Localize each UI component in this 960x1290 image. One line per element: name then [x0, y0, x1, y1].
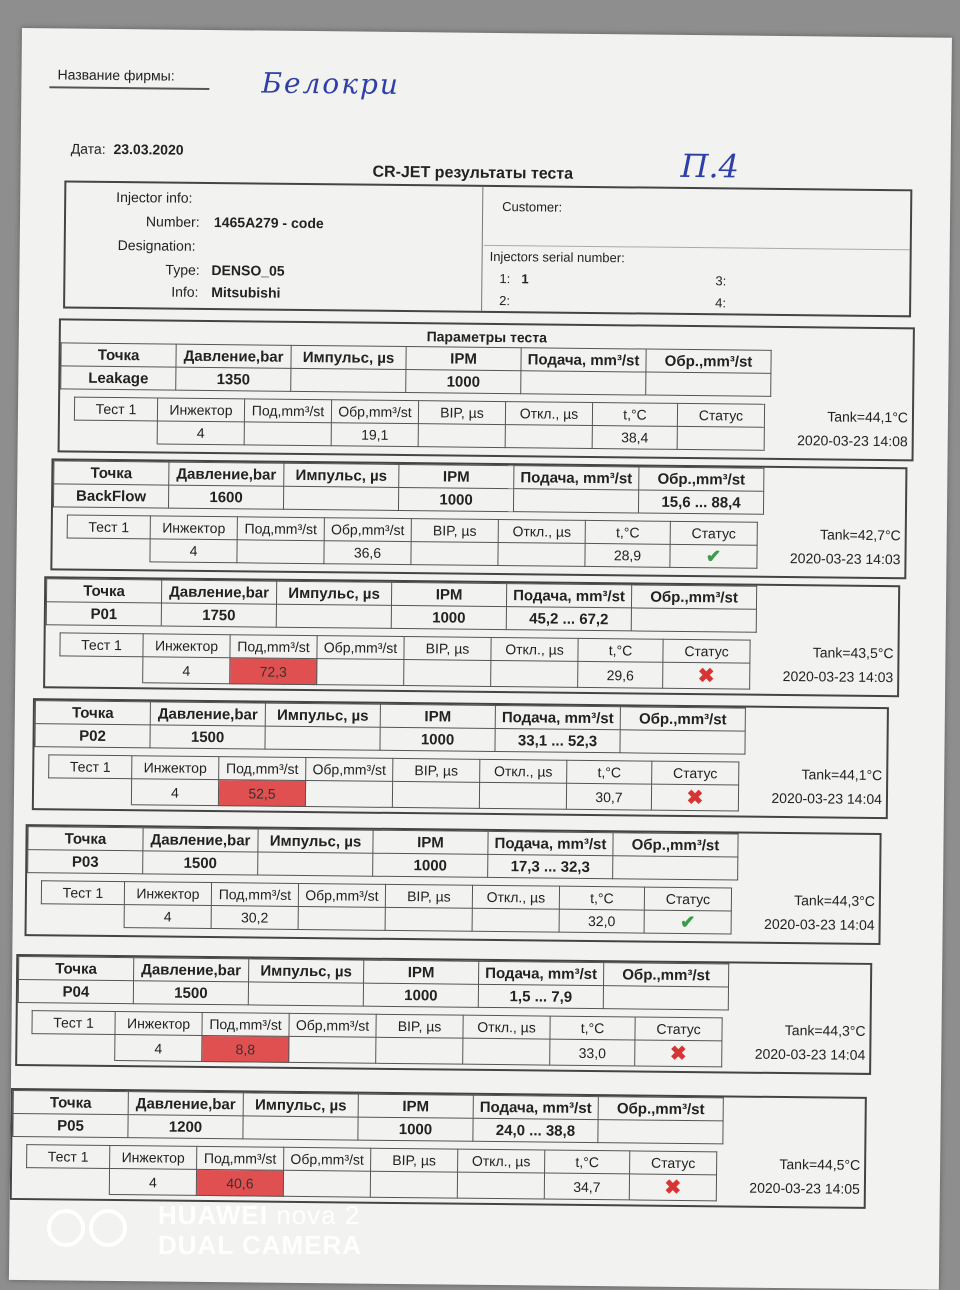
watermark-model: nova 2 [276, 1200, 361, 1230]
result-injector: 4 [150, 539, 237, 563]
column-header-pressure: Давление,bar [161, 580, 276, 604]
injector-info-box [63, 180, 912, 317]
result-delivery [244, 422, 331, 446]
result-bip [404, 660, 491, 687]
result-bip [411, 542, 498, 566]
result-temp: 33,0 [550, 1039, 635, 1066]
column-header-delivery: Подача, mm³/st [506, 584, 631, 608]
test-point-box [58, 318, 915, 461]
sub-header-temp: t,°C [578, 638, 663, 662]
column-header-point: Точка [19, 957, 134, 981]
point-value-delivery-range: 45,2 ... 67,2 [506, 607, 631, 631]
watermark-dual-camera: DUAL CAMERA [158, 1230, 363, 1260]
result-injector: 4 [124, 905, 211, 929]
tank-temperature: Tank=42,7°C [819, 526, 901, 544]
column-header-pressure: Давление,bar [169, 462, 284, 486]
sub-header-temp: t,°C [585, 520, 670, 544]
sub-header-deviation: Откл., µs [472, 885, 559, 909]
point-value-pressure: 1750 [161, 603, 276, 627]
test-results-table [31, 1010, 722, 1067]
point-value-delivery-range: 1,5 ... 7,9 [478, 984, 603, 1008]
result-temp: 29,6 [578, 661, 663, 688]
column-header-backflow: Обр.,mm³/st [620, 707, 745, 731]
result-injector: 4 [115, 1035, 202, 1062]
company-underline [49, 86, 209, 90]
column-header-impulse: Импульс, µs [276, 581, 391, 605]
result-empty [32, 1034, 115, 1061]
result-deviation [479, 782, 566, 809]
column-header-pressure: Давление,bar [134, 958, 249, 982]
sub-header-injector: Инжектор [115, 1012, 202, 1036]
point-value-ipm: 1000 [406, 370, 521, 394]
sub-header-injector: Инжектор [150, 516, 237, 540]
column-header-backflow: Обр.,mm³/st [646, 349, 771, 373]
sub-header-backflow: Обр,mm³/st [289, 1013, 376, 1037]
column-header-ipm: IPM [364, 960, 479, 984]
test-point-box [15, 954, 872, 1075]
column-header-point: Точка [54, 461, 169, 485]
sub-header-delivery: Под,mm³/st [211, 883, 298, 907]
result-backflow [317, 659, 404, 686]
info-value: Mitsubishi [211, 283, 281, 301]
sub-header-deviation: Откл., µs [505, 402, 592, 426]
watermark-brand-line [158, 1200, 360, 1231]
sub-header-temp: t,°C [567, 760, 652, 784]
result-temp: 32,0 [559, 909, 644, 933]
point-value-pressure: 1350 [176, 367, 291, 391]
column-header-ipm: IPM [391, 582, 506, 606]
point-value-ipm: 1000 [363, 983, 478, 1007]
test-timestamp: 2020-03-23 14:04 [754, 1045, 866, 1063]
sub-header-temp: t,°C [559, 886, 644, 910]
serial-4-label: 4: [715, 295, 727, 311]
number-label: Number: [145, 213, 200, 230]
test-timestamp: 2020-03-23 14:03 [789, 550, 901, 568]
point-value-name: P02 [35, 724, 150, 748]
column-header-point: Точка [35, 701, 150, 725]
test-results-table [41, 880, 732, 934]
sub-header-delivery: Под,mm³/st [237, 517, 324, 541]
watermark-brand: HUAWEI [158, 1200, 268, 1230]
column-header-impulse: Импульс, µs [284, 463, 399, 487]
column-header-ipm: IPM [373, 830, 488, 854]
result-delivery: 40,6 [196, 1169, 283, 1196]
result-injector: 4 [143, 657, 230, 684]
result-bip [392, 781, 479, 808]
point-value-backflow-range: 15,6 ... 88,4 [638, 490, 763, 514]
tank-temperature: Tank=44,5°C [779, 1155, 861, 1173]
point-value-backflow-range [646, 372, 771, 396]
result-status [644, 910, 731, 934]
status-fail-icon: ✖ [664, 1176, 682, 1199]
result-backflow [283, 1170, 370, 1197]
result-bip [418, 424, 505, 448]
sub-header-bip: BIP, µs [371, 1148, 458, 1172]
result-temp: 28,9 [585, 543, 670, 567]
sub-header-deviation: Откл., µs [491, 637, 578, 661]
status-fail-icon: ✖ [686, 787, 704, 810]
sub-header-injector: Инжектор [132, 756, 219, 780]
column-header-point: Точка [13, 1090, 128, 1114]
sub-header-bip: BIP, µs [393, 758, 480, 782]
sub-header-bip: BIP, µs [385, 884, 472, 908]
result-injector: 4 [131, 779, 218, 806]
tank-temperature: Tank=44,3°C [794, 892, 875, 909]
point-parameters-table [53, 460, 764, 514]
point-value-pressure: 1500 [143, 851, 258, 875]
test-point-box [50, 458, 907, 579]
column-header-delivery: Подача, mm³/st [488, 831, 613, 855]
column-header-impulse: Импульс, µs [249, 959, 364, 983]
status-fail-icon: ✖ [669, 1042, 687, 1066]
status-ok-icon: ✔ [680, 911, 696, 932]
result-empty [60, 656, 143, 683]
point-value-impulse [243, 1116, 358, 1140]
sub-header-backflow: Обр,mm³/st [298, 883, 385, 907]
sub-header-test: Тест 1 [41, 881, 124, 905]
column-header-delivery: Подача, mm³/st [514, 466, 639, 490]
page-title: CR-JET результаты теста [372, 163, 574, 183]
test-report-sheet [9, 28, 952, 1290]
column-header-backflow: Обр.,mm³/st [598, 1097, 723, 1121]
result-status [651, 784, 738, 811]
test-timestamp: 2020-03-23 14:04 [771, 789, 883, 808]
status-fail-icon: ✖ [697, 665, 715, 688]
result-deviation [463, 1038, 550, 1065]
point-parameters-table [18, 956, 729, 1010]
sub-header-delivery: Под,mm³/st [219, 757, 306, 781]
column-header-backflow: Обр.,mm³/st [639, 467, 764, 491]
column-header-point: Точка [28, 827, 143, 851]
test-results-table [59, 632, 750, 689]
column-header-impulse: Импульс, µs [291, 345, 406, 369]
column-header-point: Точка [61, 343, 176, 367]
sub-header-backflow: Обр,mm³/st [284, 1147, 371, 1171]
number-value: 1465A279 - code [213, 214, 324, 232]
column-header-impulse: Импульс, µs [258, 829, 373, 853]
sub-header-backflow: Обр,mm³/st [306, 758, 393, 782]
point-value-pressure: 1500 [150, 725, 265, 749]
date-value: 23.03.2020 [113, 140, 184, 158]
point-value-delivery-range [513, 489, 638, 513]
sub-header-test: Тест 1 [67, 515, 150, 539]
column-header-impulse: Импульс, µs [243, 1093, 358, 1117]
injector-info-panel [65, 182, 483, 310]
point-value-impulse [276, 604, 391, 628]
result-empty [41, 904, 124, 928]
result-delivery: 52,5 [218, 780, 305, 807]
result-deviation [505, 425, 592, 449]
result-backflow [305, 781, 392, 808]
sub-header-deviation: Откл., µs [463, 1015, 550, 1039]
test-results-table [48, 754, 739, 811]
point-value-pressure: 1200 [128, 1115, 243, 1139]
result-backflow [289, 1036, 376, 1063]
test-params-title: Параметры теста [426, 328, 548, 346]
point-parameters-table [46, 578, 757, 632]
sub-header-bip: BIP, µs [411, 519, 498, 543]
serial-1-label: 1: [499, 271, 511, 287]
point-value-backflow-range [598, 1120, 723, 1144]
result-backflow: 19,1 [331, 423, 418, 447]
sub-header-deviation: Откл., µs [498, 520, 585, 544]
point-value-backflow-range [631, 608, 756, 632]
column-header-point: Точка [46, 579, 161, 603]
point-value-impulse [258, 852, 373, 876]
result-empty [48, 778, 131, 805]
point-value-ipm: 1000 [373, 853, 488, 877]
company-label: Название фирмы: [57, 66, 175, 84]
sub-header-injector: Инжектор [157, 398, 244, 422]
point-value-delivery-range: 17,3 ... 32,3 [488, 854, 613, 878]
column-header-delivery: Подача, mm³/st [479, 961, 604, 985]
column-header-impulse: Импульс, µs [265, 703, 380, 727]
point-value-name: P03 [28, 850, 143, 874]
sub-header-test: Тест 1 [32, 1011, 115, 1035]
designation-label: Designation: [117, 237, 196, 254]
point-value-name: P01 [46, 602, 161, 626]
result-deviation [472, 908, 559, 932]
test-timestamp: 2020-03-23 14:05 [749, 1179, 860, 1197]
sub-header-deviation: Откл., µs [458, 1149, 545, 1173]
sub-header-injector: Инжектор [110, 1145, 197, 1169]
result-bip [385, 907, 472, 931]
result-status [635, 1040, 722, 1067]
column-header-ipm: IPM [358, 1094, 473, 1118]
sub-header-delivery: Под,mm³/st [197, 1146, 284, 1170]
result-delivery [237, 540, 324, 564]
point-value-ipm: 1000 [380, 727, 495, 751]
injector-info-label: Injector info: [116, 188, 193, 206]
serial-1-value: 1 [521, 271, 529, 287]
sub-header-test: Тест 1 [74, 397, 157, 421]
tank-temperature: Tank=44,3°C [784, 1022, 866, 1039]
handwritten-company-name: Белокри [261, 66, 401, 101]
sub-header-delivery: Под,mm³/st [230, 635, 317, 659]
point-value-backflow-range [603, 986, 728, 1010]
test-timestamp: 2020-03-23 14:08 [797, 432, 908, 450]
status-ok-icon: ✔ [705, 545, 722, 566]
result-backflow: 36,6 [324, 541, 411, 565]
point-value-name: BackFlow [53, 484, 168, 508]
result-delivery: 72,3 [230, 658, 317, 685]
point-value-pressure: 1500 [133, 981, 248, 1005]
sub-header-injector: Инжектор [143, 634, 230, 658]
column-header-delivery: Подача, mm³/st [495, 705, 620, 729]
sub-header-injector: Инжектор [124, 882, 211, 906]
sub-header-bip: BIP, µs [418, 401, 505, 425]
result-bip [370, 1171, 457, 1198]
result-temp: 30,7 [566, 783, 651, 810]
column-header-backflow: Обр.,mm³/st [631, 585, 756, 609]
column-header-ipm: IPM [399, 464, 514, 488]
result-empty [74, 420, 157, 444]
test-results-table [66, 514, 757, 568]
column-header-pressure: Давление,bar [176, 344, 291, 368]
tank-temperature: Tank=43,5°C [812, 644, 894, 662]
result-deviation [491, 660, 578, 687]
sub-header-backflow: Обр,mm³/st [317, 636, 404, 660]
point-value-ipm: 1000 [398, 487, 513, 511]
test-results-table [74, 397, 765, 451]
tank-temperature: Tank=44,1°C [801, 766, 883, 784]
sub-header-status: Статус [663, 639, 750, 663]
point-value-backflow-range [613, 856, 738, 880]
point-value-pressure: 1600 [168, 485, 283, 509]
column-header-backflow: Обр.,mm³/st [613, 833, 738, 857]
customer-panel [483, 187, 910, 315]
point-value-backflow-range [620, 730, 745, 754]
result-temp: 34,7 [544, 1173, 629, 1200]
point-value-impulse [248, 982, 363, 1006]
test-point-box [43, 576, 900, 697]
point-parameters-table [12, 1090, 723, 1144]
sub-header-test: Тест 1 [60, 633, 143, 657]
camera-logo-icon [46, 1208, 130, 1248]
result-empty [67, 538, 150, 562]
point-value-ipm: 1000 [391, 605, 506, 629]
result-delivery: 30,2 [211, 906, 298, 930]
serial-label: Injectors serial number: [489, 248, 625, 266]
sub-header-status: Статус [630, 1151, 717, 1175]
sub-header-delivery: Под,mm³/st [244, 399, 331, 423]
point-value-delivery-range: 33,1 ... 52,3 [495, 728, 620, 752]
point-parameters-table [27, 826, 738, 880]
date-label: Дата: [70, 140, 106, 157]
column-header-delivery: Подача, mm³/st [473, 1095, 598, 1119]
column-header-pressure: Давление,bar [150, 702, 265, 726]
sub-header-bip: BIP, µs [376, 1014, 463, 1038]
sub-header-test: Тест 1 [49, 755, 132, 779]
result-injector: 4 [157, 421, 244, 445]
sub-header-status: Статус [652, 761, 739, 785]
serial-2-label: 2: [499, 293, 511, 309]
info-label: Info: [171, 283, 199, 300]
result-bip [376, 1037, 463, 1064]
test-point-box [32, 698, 889, 819]
sub-header-status: Статус [635, 1017, 722, 1041]
test-point-box [10, 1088, 867, 1209]
sub-header-status: Статус [644, 887, 731, 911]
point-value-delivery-range [521, 371, 646, 395]
point-value-name: Leakage [61, 366, 176, 390]
result-status [629, 1174, 716, 1201]
type-value: DENSO_05 [211, 261, 285, 279]
column-header-delivery: Подача, mm³/st [521, 348, 646, 372]
column-header-backflow: Обр.,mm³/st [604, 963, 729, 987]
sub-header-status: Статус [677, 403, 764, 427]
column-header-pressure: Давление,bar [143, 828, 258, 852]
result-injector: 4 [109, 1168, 196, 1195]
result-empty [26, 1168, 109, 1195]
sub-header-temp: t,°C [550, 1016, 635, 1040]
point-parameters-table [60, 342, 771, 396]
test-results-table [26, 1144, 717, 1201]
result-deviation [457, 1172, 544, 1199]
test-point-box [24, 824, 881, 945]
point-value-delivery-range: 24,0 ... 38,8 [473, 1118, 598, 1142]
result-backflow [298, 906, 385, 930]
type-label: Type: [165, 261, 200, 278]
date-line [71, 141, 184, 158]
result-status [670, 544, 757, 568]
point-value-impulse [283, 486, 398, 510]
sub-header-backflow: Обр,mm³/st [331, 400, 418, 424]
sub-header-temp: t,°C [592, 402, 677, 426]
sub-header-test: Тест 1 [27, 1145, 110, 1169]
column-header-pressure: Давление,bar [128, 1092, 243, 1116]
result-temp: 38,4 [592, 425, 677, 449]
result-deviation [498, 543, 585, 567]
sub-header-delivery: Под,mm³/st [202, 1012, 289, 1036]
sub-header-backflow: Обр,mm³/st [324, 518, 411, 542]
tank-temperature: Tank=44,1°C [827, 408, 909, 426]
sub-header-temp: t,°C [545, 1150, 630, 1174]
point-value-ipm: 1000 [358, 1117, 473, 1141]
handwritten-mark: П.4 [680, 146, 740, 186]
result-status [663, 662, 750, 689]
point-value-name: P05 [13, 1113, 128, 1137]
point-value-impulse [265, 726, 380, 750]
point-parameters-table [34, 700, 745, 754]
result-status [677, 426, 764, 450]
point-value-impulse [291, 368, 406, 392]
sub-header-bip: BIP, µs [404, 637, 491, 661]
sub-header-deviation: Откл., µs [480, 759, 567, 783]
column-header-ipm: IPM [380, 704, 495, 728]
point-value-name: P04 [18, 980, 133, 1004]
test-timestamp: 2020-03-23 14:03 [782, 668, 894, 686]
column-header-ipm: IPM [406, 347, 521, 371]
test-timestamp: 2020-03-23 14:04 [764, 915, 875, 933]
customer-label: Customer: [502, 199, 563, 215]
serial-3-label: 3: [715, 273, 727, 289]
result-delivery: 8,8 [202, 1035, 289, 1062]
sub-header-status: Статус [670, 521, 757, 545]
